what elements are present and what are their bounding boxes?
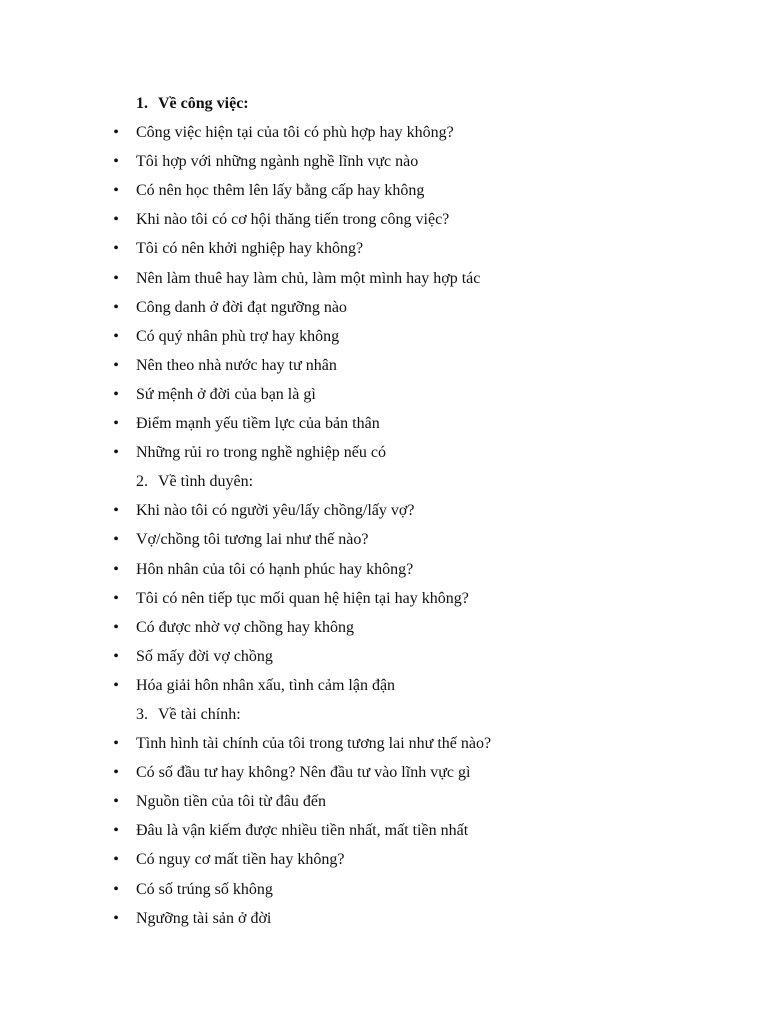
list-item-text: Có số đầu tư hay không? Nên đầu tư vào lĩnh vực gì <box>136 764 471 782</box>
bullet-icon: • <box>113 385 119 403</box>
section-heading <box>0 89 768 118</box>
bullet-icon: • <box>113 560 119 578</box>
section-number: 1. <box>136 95 148 112</box>
section-finance <box>0 700 768 933</box>
section-work <box>0 89 768 467</box>
list-item-text: Khi nào tôi có cơ hội thăng tiến trong công việc? <box>136 211 450 229</box>
bullet-icon: • <box>113 182 119 200</box>
list-item <box>0 671 768 700</box>
list-item <box>0 205 768 234</box>
list-item <box>0 293 768 322</box>
list-item-text: Công việc hiện tại của tôi có phù hợp hay không? <box>136 124 454 142</box>
list-item-text: Hóa giải hôn nhân xấu, tình cảm lận đận <box>136 676 396 694</box>
list-item-text: Tôi có nên khởi nghiệp hay không? <box>136 240 364 258</box>
list-item-text: Có nên học thêm lên lấy bằng cấp hay không <box>136 182 425 200</box>
list-item <box>0 845 768 874</box>
list-item <box>0 409 768 438</box>
list-item <box>0 904 768 933</box>
bullet-icon: • <box>113 356 119 374</box>
list-item <box>0 555 768 584</box>
list-item <box>0 729 768 758</box>
list-item <box>0 584 768 613</box>
list-item <box>0 118 768 147</box>
list-item <box>0 787 768 816</box>
list-item <box>0 351 768 380</box>
list-item <box>0 875 768 904</box>
list-item-text: Điểm mạnh yếu tiềm lực của bản thân <box>136 415 380 433</box>
list-item-text: Có nguy cơ mất tiền hay không? <box>136 851 345 869</box>
bullet-icon: • <box>113 415 119 433</box>
list-item-text: Tôi hợp với những ngành nghề lĩnh vực nào <box>136 153 419 171</box>
bullet-icon: • <box>113 822 119 840</box>
list-item-text: Hôn nhân của tôi có hạnh phúc hay không? <box>136 560 414 578</box>
list-item <box>0 322 768 351</box>
list-item <box>0 758 768 787</box>
bullet-icon: • <box>113 153 119 171</box>
list-item-text: Tôi có nên tiếp tục mối quan hệ hiện tại hay không? <box>136 589 469 607</box>
bullet-icon: • <box>113 647 119 665</box>
list-item-text: Có số trúng số không <box>136 880 273 898</box>
list-item <box>0 438 768 467</box>
list-item-text: Có quý nhân phù trợ hay không <box>136 327 340 345</box>
bullet-icon: • <box>113 240 119 258</box>
list-item-text: Đâu là vận kiếm được nhiều tiền nhất, mất tiền nhất <box>136 822 469 840</box>
bullet-icon: • <box>113 909 119 927</box>
bullet-icon: • <box>113 851 119 869</box>
section-title: Về công việc: <box>158 95 249 112</box>
list-item <box>0 264 768 293</box>
bullet-icon: • <box>113 124 119 142</box>
list-item <box>0 496 768 525</box>
list-item-text: Những rủi ro trong nghề nghiệp nếu có <box>136 444 386 462</box>
list-item-text: Khi nào tôi có người yêu/lấy chồng/lấy vợ? <box>136 502 415 520</box>
bullet-icon: • <box>113 211 119 229</box>
list-item-text: Nên theo nhà nước hay tư nhân <box>136 356 337 374</box>
section-number: 2. <box>136 473 148 491</box>
list-item-text: Ngưỡng tài sản ở đời <box>136 909 272 927</box>
section-title: Về tài chính: <box>158 705 241 723</box>
list-item <box>0 380 768 409</box>
section-title: Về tình duyên: <box>158 473 254 491</box>
list-item-text: Nên làm thuê hay làm chủ, làm một mình hay hợp tác <box>136 269 481 287</box>
list-item-text: Có được nhờ vợ chồng hay không <box>136 618 355 636</box>
bullet-icon: • <box>113 502 119 520</box>
bullet-icon: • <box>113 880 119 898</box>
section-number: 3. <box>136 705 148 723</box>
list-item <box>0 525 768 554</box>
bullet-icon: • <box>113 298 119 316</box>
list-item-text: Sứ mệnh ở đời của bạn là gì <box>136 385 316 403</box>
bullet-icon: • <box>113 618 119 636</box>
list-item <box>0 613 768 642</box>
bullet-icon: • <box>113 327 119 345</box>
bullet-icon: • <box>113 735 119 753</box>
list-item <box>0 642 768 671</box>
section-heading <box>0 700 768 729</box>
bullet-icon: • <box>113 531 119 549</box>
list-item-text: Vợ/chồng tôi tương lai như thế nào? <box>136 531 369 549</box>
bullet-icon: • <box>113 444 119 462</box>
list-item <box>0 234 768 263</box>
bullet-icon: • <box>113 589 119 607</box>
list-item <box>0 147 768 176</box>
bullet-icon: • <box>113 793 119 811</box>
bullet-icon: • <box>113 269 119 287</box>
list-item-text: Nguồn tiền của tôi từ đâu đến <box>136 793 326 811</box>
bullet-icon: • <box>113 676 119 694</box>
list-item <box>0 816 768 845</box>
section-heading <box>0 467 768 496</box>
section-love <box>0 467 768 700</box>
list-item-text: Số mấy đời vợ chồng <box>136 647 273 665</box>
list-item-text: Công danh ở đời đạt ngưỡng nào <box>136 298 347 316</box>
list-item-text: Tình hình tài chính của tôi trong tương lai như thế nào? <box>136 735 492 753</box>
bullet-icon: • <box>113 764 119 782</box>
list-item <box>0 176 768 205</box>
